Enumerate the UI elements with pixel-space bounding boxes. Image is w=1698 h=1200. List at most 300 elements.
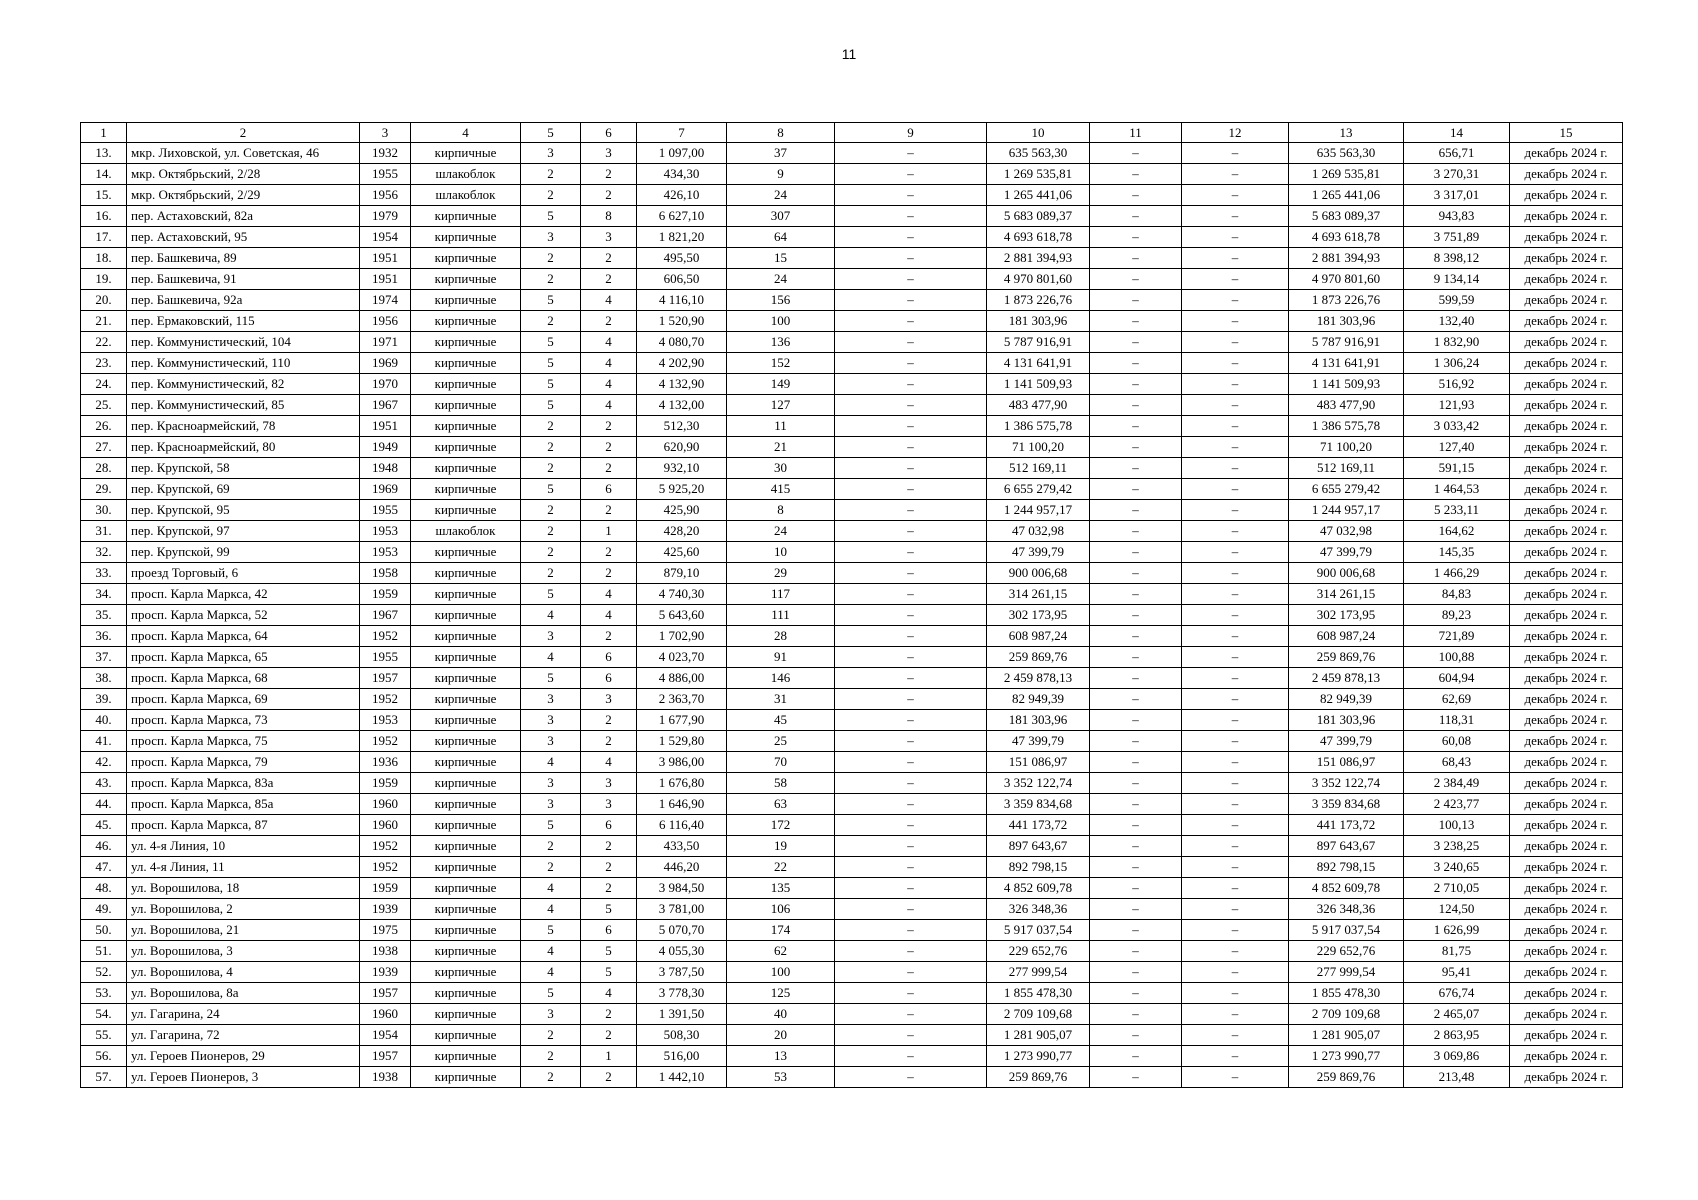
table-cell: – xyxy=(1182,836,1289,857)
table-cell: – xyxy=(1182,353,1289,374)
table-cell: 3 xyxy=(521,143,581,164)
table-cell: 16. xyxy=(81,206,127,227)
address-cell: ул. Ворошилова, 21 xyxy=(127,920,360,941)
table-cell: – xyxy=(1090,248,1182,269)
table-cell: 2 709 109,68 xyxy=(987,1004,1090,1025)
table-cell: – xyxy=(835,626,987,647)
table-cell: 5 xyxy=(521,479,581,500)
table-cell: 2 xyxy=(521,521,581,542)
table-cell: – xyxy=(1090,353,1182,374)
table-row xyxy=(81,248,1623,269)
table-cell: 2 xyxy=(521,1046,581,1067)
table-cell: – xyxy=(835,542,987,563)
table-cell: – xyxy=(1090,857,1182,878)
table-cell: 1 306,24 xyxy=(1404,353,1510,374)
table-cell: 900 006,68 xyxy=(1289,563,1404,584)
table-cell: 2 xyxy=(521,164,581,185)
table-cell: 4 xyxy=(521,878,581,899)
table-cell: 3 240,65 xyxy=(1404,857,1510,878)
table-cell: 2 xyxy=(581,563,637,584)
address-cell: пер. Крупской, 58 xyxy=(127,458,360,479)
table-cell: 47 032,98 xyxy=(1289,521,1404,542)
table-cell: 47 399,79 xyxy=(987,731,1090,752)
address-cell: пер. Башкевича, 92а xyxy=(127,290,360,311)
table-cell: 608 987,24 xyxy=(1289,626,1404,647)
table-cell: 1951 xyxy=(360,269,411,290)
table-cell: 24. xyxy=(81,374,127,395)
table-cell: 606,50 xyxy=(637,269,727,290)
table-cell: – xyxy=(1182,878,1289,899)
table-cell: 2 xyxy=(581,1004,637,1025)
table-cell: 1 273 990,77 xyxy=(1289,1046,1404,1067)
table-cell: декабрь 2024 г. xyxy=(1510,416,1623,437)
table-cell: 3 778,30 xyxy=(637,983,727,1004)
table-cell: 5 925,20 xyxy=(637,479,727,500)
table-cell: 6 xyxy=(581,479,637,500)
table-cell: 5 917 037,54 xyxy=(1289,920,1404,941)
table-cell: 26. xyxy=(81,416,127,437)
table-cell: 483 477,90 xyxy=(987,395,1090,416)
table-cell: – xyxy=(835,899,987,920)
table-cell: 1 873 226,76 xyxy=(987,290,1090,311)
table-row xyxy=(81,1067,1623,1088)
table-cell: 1952 xyxy=(360,836,411,857)
table-cell: 2 xyxy=(581,878,637,899)
table-cell: 1 442,10 xyxy=(637,1067,727,1088)
table-cell: кирпичные xyxy=(411,416,521,437)
table-cell: 32. xyxy=(81,542,127,563)
table-cell: 21 xyxy=(727,437,835,458)
table-cell: 27. xyxy=(81,437,127,458)
column-header: 13 xyxy=(1289,123,1404,143)
table-cell: 5 xyxy=(581,899,637,920)
table-cell: 13 xyxy=(727,1046,835,1067)
column-header: 14 xyxy=(1404,123,1510,143)
table-cell: – xyxy=(1090,311,1182,332)
table-cell: 5 787 916,91 xyxy=(1289,332,1404,353)
table-cell: – xyxy=(835,752,987,773)
table-row xyxy=(81,500,1623,521)
table-cell: 47 399,79 xyxy=(987,542,1090,563)
address-cell: ул. Гагарина, 24 xyxy=(127,1004,360,1025)
table-cell: 71 100,20 xyxy=(1289,437,1404,458)
table-cell: 2 881 394,93 xyxy=(1289,248,1404,269)
table-cell: 45 xyxy=(727,710,835,731)
table-cell: декабрь 2024 г. xyxy=(1510,899,1623,920)
table-cell: – xyxy=(1182,290,1289,311)
table-cell: 1 832,90 xyxy=(1404,332,1510,353)
table-cell: 172 xyxy=(727,815,835,836)
table-cell: 5 xyxy=(521,332,581,353)
address-cell: ул. Ворошилова, 3 xyxy=(127,941,360,962)
table-cell: 4 116,10 xyxy=(637,290,727,311)
table-cell: – xyxy=(1182,731,1289,752)
column-header: 7 xyxy=(637,123,727,143)
table-cell: 2 459 878,13 xyxy=(987,668,1090,689)
table-cell: кирпичные xyxy=(411,563,521,584)
table-cell: 415 xyxy=(727,479,835,500)
table-cell: 14. xyxy=(81,164,127,185)
table-cell: 635 563,30 xyxy=(1289,143,1404,164)
table-cell: 932,10 xyxy=(637,458,727,479)
table-cell: – xyxy=(1182,794,1289,815)
table-cell: 42. xyxy=(81,752,127,773)
table-row xyxy=(81,311,1623,332)
table-row xyxy=(81,857,1623,878)
table-cell: 181 303,96 xyxy=(987,710,1090,731)
table-cell: 31. xyxy=(81,521,127,542)
table-cell: декабрь 2024 г. xyxy=(1510,626,1623,647)
table-cell: кирпичные xyxy=(411,500,521,521)
table-cell: 18. xyxy=(81,248,127,269)
address-cell: пер. Коммунистический, 110 xyxy=(127,353,360,374)
table-cell: – xyxy=(1182,269,1289,290)
table-cell: 124,50 xyxy=(1404,899,1510,920)
table-cell: 49. xyxy=(81,899,127,920)
table-cell: – xyxy=(1182,1046,1289,1067)
table-cell: 1 269 535,81 xyxy=(987,164,1090,185)
table-cell: 145,35 xyxy=(1404,542,1510,563)
table-cell: 1 141 509,93 xyxy=(987,374,1090,395)
table-cell: 2 xyxy=(521,248,581,269)
table-cell: 1938 xyxy=(360,941,411,962)
table-cell: – xyxy=(835,731,987,752)
table-cell: 599,59 xyxy=(1404,290,1510,311)
address-cell: пер. Коммунистический, 85 xyxy=(127,395,360,416)
table-cell: – xyxy=(1090,437,1182,458)
table-cell: 1979 xyxy=(360,206,411,227)
table-row xyxy=(81,920,1623,941)
table-cell: кирпичные xyxy=(411,479,521,500)
table-cell: декабрь 2024 г. xyxy=(1510,710,1623,731)
table-row xyxy=(81,731,1623,752)
table-cell: 4 xyxy=(581,605,637,626)
table-row xyxy=(81,458,1623,479)
table-cell: кирпичные xyxy=(411,227,521,248)
table-cell: декабрь 2024 г. xyxy=(1510,143,1623,164)
table-cell: – xyxy=(1090,941,1182,962)
table-cell: – xyxy=(1182,1025,1289,1046)
address-cell: ул. Героев Пионеров, 3 xyxy=(127,1067,360,1088)
table-cell: 1938 xyxy=(360,1067,411,1088)
table-cell: – xyxy=(1090,563,1182,584)
table-cell: – xyxy=(1090,500,1182,521)
table-cell: 259 869,76 xyxy=(1289,1067,1404,1088)
table-cell: – xyxy=(1090,164,1182,185)
table-cell: 2 709 109,68 xyxy=(1289,1004,1404,1025)
table-cell: – xyxy=(1090,668,1182,689)
table-row xyxy=(81,290,1623,311)
column-header: 11 xyxy=(1090,123,1182,143)
table-cell: – xyxy=(835,668,987,689)
table-cell: 1 244 957,17 xyxy=(1289,500,1404,521)
table-cell: 1 873 226,76 xyxy=(1289,290,1404,311)
table-cell: 47. xyxy=(81,857,127,878)
table-cell: – xyxy=(1182,962,1289,983)
table-cell: 4 xyxy=(581,983,637,1004)
table-cell: 30. xyxy=(81,500,127,521)
table-cell: – xyxy=(1182,941,1289,962)
table-cell: 1 281 905,07 xyxy=(1289,1025,1404,1046)
table-cell: 892 798,15 xyxy=(987,857,1090,878)
table-cell: 151 086,97 xyxy=(1289,752,1404,773)
table-cell: 81,75 xyxy=(1404,941,1510,962)
address-cell: ул. 4-я Линия, 10 xyxy=(127,836,360,857)
table-cell: 2 xyxy=(581,710,637,731)
table-cell: – xyxy=(835,773,987,794)
table-cell: 3 781,00 xyxy=(637,899,727,920)
table-cell: 2 881 394,93 xyxy=(987,248,1090,269)
address-cell: мкр. Октябрьский, 2/28 xyxy=(127,164,360,185)
table-row xyxy=(81,1025,1623,1046)
table-cell: 1 281 905,07 xyxy=(987,1025,1090,1046)
table-cell: 635 563,30 xyxy=(987,143,1090,164)
table-cell: декабрь 2024 г. xyxy=(1510,1004,1623,1025)
table-cell: 1956 xyxy=(360,311,411,332)
table-cell: – xyxy=(1090,332,1182,353)
address-cell: просп. Карла Маркса, 68 xyxy=(127,668,360,689)
table-cell: 1932 xyxy=(360,143,411,164)
table-row xyxy=(81,374,1623,395)
table-cell: 118,31 xyxy=(1404,710,1510,731)
table-cell: 3 xyxy=(521,710,581,731)
table-cell: 47 399,79 xyxy=(1289,731,1404,752)
table-cell: – xyxy=(1090,374,1182,395)
address-cell: пер. Башкевича, 91 xyxy=(127,269,360,290)
table-cell: 604,94 xyxy=(1404,668,1510,689)
table-cell: 3 359 834,68 xyxy=(1289,794,1404,815)
table-row xyxy=(81,563,1623,584)
table-cell: 6 xyxy=(581,647,637,668)
table-cell: 2 xyxy=(581,731,637,752)
table-cell: кирпичные xyxy=(411,773,521,794)
table-row xyxy=(81,689,1623,710)
table-cell: – xyxy=(835,815,987,836)
table-cell: декабрь 2024 г. xyxy=(1510,332,1623,353)
table-cell: – xyxy=(1182,689,1289,710)
table-cell: 2 863,95 xyxy=(1404,1025,1510,1046)
table-cell: 5 xyxy=(521,983,581,1004)
table-cell: 2 xyxy=(521,185,581,206)
table-cell: 1939 xyxy=(360,899,411,920)
table-cell: 4 886,00 xyxy=(637,668,727,689)
table-row xyxy=(81,185,1623,206)
table-cell: декабрь 2024 г. xyxy=(1510,920,1623,941)
table-cell: – xyxy=(1090,605,1182,626)
table-cell: 3 352 122,74 xyxy=(1289,773,1404,794)
table-row xyxy=(81,794,1623,815)
table-cell: 3 787,50 xyxy=(637,962,727,983)
table-cell: 164,62 xyxy=(1404,521,1510,542)
table-cell: – xyxy=(835,185,987,206)
table-cell: – xyxy=(1182,374,1289,395)
address-cell: пер. Красноармейский, 78 xyxy=(127,416,360,437)
table-cell: кирпичные xyxy=(411,374,521,395)
table-cell: – xyxy=(1090,815,1182,836)
table-cell: – xyxy=(835,605,987,626)
table-cell: 2 xyxy=(521,563,581,584)
table-cell: – xyxy=(835,479,987,500)
table-cell: – xyxy=(1182,248,1289,269)
table-cell: – xyxy=(1090,836,1182,857)
table-cell: 8 xyxy=(581,206,637,227)
table-cell: кирпичные xyxy=(411,1046,521,1067)
table-cell: кирпичные xyxy=(411,584,521,605)
table-row xyxy=(81,878,1623,899)
table-cell: 1951 xyxy=(360,416,411,437)
table-cell: 9 xyxy=(727,164,835,185)
address-cell: пер. Красноармейский, 80 xyxy=(127,437,360,458)
table-cell: 3 270,31 xyxy=(1404,164,1510,185)
table-cell: декабрь 2024 г. xyxy=(1510,815,1623,836)
table-cell: 2 xyxy=(521,311,581,332)
table-cell: кирпичные xyxy=(411,878,521,899)
column-header: 5 xyxy=(521,123,581,143)
table-cell: – xyxy=(1182,563,1289,584)
table-cell: 8 398,12 xyxy=(1404,248,1510,269)
table-cell: 29 xyxy=(727,563,835,584)
table-cell: 1959 xyxy=(360,773,411,794)
address-cell: пер. Крупской, 99 xyxy=(127,542,360,563)
table-cell: 441 173,72 xyxy=(1289,815,1404,836)
table-cell: 229 652,76 xyxy=(1289,941,1404,962)
table-cell: 326 348,36 xyxy=(987,899,1090,920)
table-cell: 2 384,49 xyxy=(1404,773,1510,794)
table-cell: – xyxy=(1182,458,1289,479)
table-cell: 106 xyxy=(727,899,835,920)
table-cell: 4 xyxy=(581,584,637,605)
table-cell: 6 116,40 xyxy=(637,815,727,836)
table-cell: – xyxy=(835,1004,987,1025)
table-cell: 897 643,67 xyxy=(1289,836,1404,857)
table-cell: 4 132,90 xyxy=(637,374,727,395)
address-cell: просп. Карла Маркса, 64 xyxy=(127,626,360,647)
table-cell: 9 134,14 xyxy=(1404,269,1510,290)
table-row xyxy=(81,1046,1623,1067)
table-cell: декабрь 2024 г. xyxy=(1510,584,1623,605)
table-cell: 64 xyxy=(727,227,835,248)
table-cell: – xyxy=(1182,710,1289,731)
table-cell: – xyxy=(1182,647,1289,668)
table-cell: – xyxy=(1090,752,1182,773)
table-cell: кирпичные xyxy=(411,437,521,458)
table-cell: 2 xyxy=(521,836,581,857)
table-cell: декабрь 2024 г. xyxy=(1510,521,1623,542)
table-cell: – xyxy=(1090,395,1182,416)
table-cell: 3 xyxy=(581,143,637,164)
table-cell: 46. xyxy=(81,836,127,857)
table-cell: 1969 xyxy=(360,479,411,500)
table-cell: – xyxy=(835,227,987,248)
table-cell: 24 xyxy=(727,521,835,542)
table-row xyxy=(81,353,1623,374)
table-cell: 5 xyxy=(521,815,581,836)
table-cell: – xyxy=(1090,983,1182,1004)
table-cell: декабрь 2024 г. xyxy=(1510,542,1623,563)
table-cell: – xyxy=(835,521,987,542)
table-cell: 1939 xyxy=(360,962,411,983)
table-cell: декабрь 2024 г. xyxy=(1510,647,1623,668)
table-cell: 3 069,86 xyxy=(1404,1046,1510,1067)
table-cell: 1 855 478,30 xyxy=(987,983,1090,1004)
table-cell: кирпичные xyxy=(411,752,521,773)
table-cell: 62 xyxy=(727,941,835,962)
table-cell: кирпичные xyxy=(411,143,521,164)
table-cell: 5 xyxy=(581,962,637,983)
table-cell: 1953 xyxy=(360,521,411,542)
table-cell: 2 xyxy=(521,269,581,290)
table-cell: 4 693 618,78 xyxy=(987,227,1090,248)
table-cell: 40. xyxy=(81,710,127,731)
table-cell: – xyxy=(835,878,987,899)
address-cell: пер. Астаховский, 82а xyxy=(127,206,360,227)
page-number: 11 xyxy=(841,46,857,62)
table-cell: 3 033,42 xyxy=(1404,416,1510,437)
table-cell: 5 xyxy=(581,941,637,962)
table-cell: 5 xyxy=(521,920,581,941)
table-cell: кирпичные xyxy=(411,395,521,416)
table-cell: 3 359 834,68 xyxy=(987,794,1090,815)
table-cell: кирпичные xyxy=(411,689,521,710)
table-cell: кирпичные xyxy=(411,605,521,626)
column-header: 8 xyxy=(727,123,835,143)
table-cell: кирпичные xyxy=(411,206,521,227)
table-cell: – xyxy=(1090,521,1182,542)
table-cell: 4 693 618,78 xyxy=(1289,227,1404,248)
table-cell: 1971 xyxy=(360,332,411,353)
table-cell: 277 999,54 xyxy=(1289,962,1404,983)
column-header: 9 xyxy=(835,123,987,143)
table-cell: – xyxy=(1090,626,1182,647)
table-cell: – xyxy=(835,920,987,941)
table-cell: – xyxy=(1090,227,1182,248)
table-cell: 100,88 xyxy=(1404,647,1510,668)
table-cell: 1967 xyxy=(360,605,411,626)
address-cell: просп. Карла Маркса, 79 xyxy=(127,752,360,773)
table-cell: 127 xyxy=(727,395,835,416)
table-cell: 1 646,90 xyxy=(637,794,727,815)
table-cell: кирпичные xyxy=(411,269,521,290)
table-cell: 1 265 441,06 xyxy=(1289,185,1404,206)
table-cell: – xyxy=(1090,962,1182,983)
table-cell: 892 798,15 xyxy=(1289,857,1404,878)
table-cell: 2 xyxy=(581,416,637,437)
table-cell: декабрь 2024 г. xyxy=(1510,437,1623,458)
table-cell: 2 xyxy=(521,500,581,521)
table-cell: – xyxy=(1090,899,1182,920)
address-cell: пер. Коммунистический, 82 xyxy=(127,374,360,395)
table-cell: – xyxy=(1090,710,1182,731)
table-cell: декабрь 2024 г. xyxy=(1510,563,1623,584)
table-cell: декабрь 2024 г. xyxy=(1510,353,1623,374)
table-row xyxy=(81,836,1623,857)
table-cell: 1 097,00 xyxy=(637,143,727,164)
table-cell: 2 465,07 xyxy=(1404,1004,1510,1025)
table-cell: 676,74 xyxy=(1404,983,1510,1004)
table-cell: 29. xyxy=(81,479,127,500)
table-cell: 24 xyxy=(727,185,835,206)
table-cell: 1 265 441,06 xyxy=(987,185,1090,206)
table-cell: 1 386 575,78 xyxy=(1289,416,1404,437)
table-cell: 2 xyxy=(521,1067,581,1088)
table-cell: – xyxy=(835,332,987,353)
table-cell: – xyxy=(1090,584,1182,605)
table-cell: – xyxy=(1182,437,1289,458)
table-cell: 259 869,76 xyxy=(1289,647,1404,668)
table-cell: 2 xyxy=(581,1025,637,1046)
table-row xyxy=(81,164,1623,185)
table-cell: 512 169,11 xyxy=(1289,458,1404,479)
